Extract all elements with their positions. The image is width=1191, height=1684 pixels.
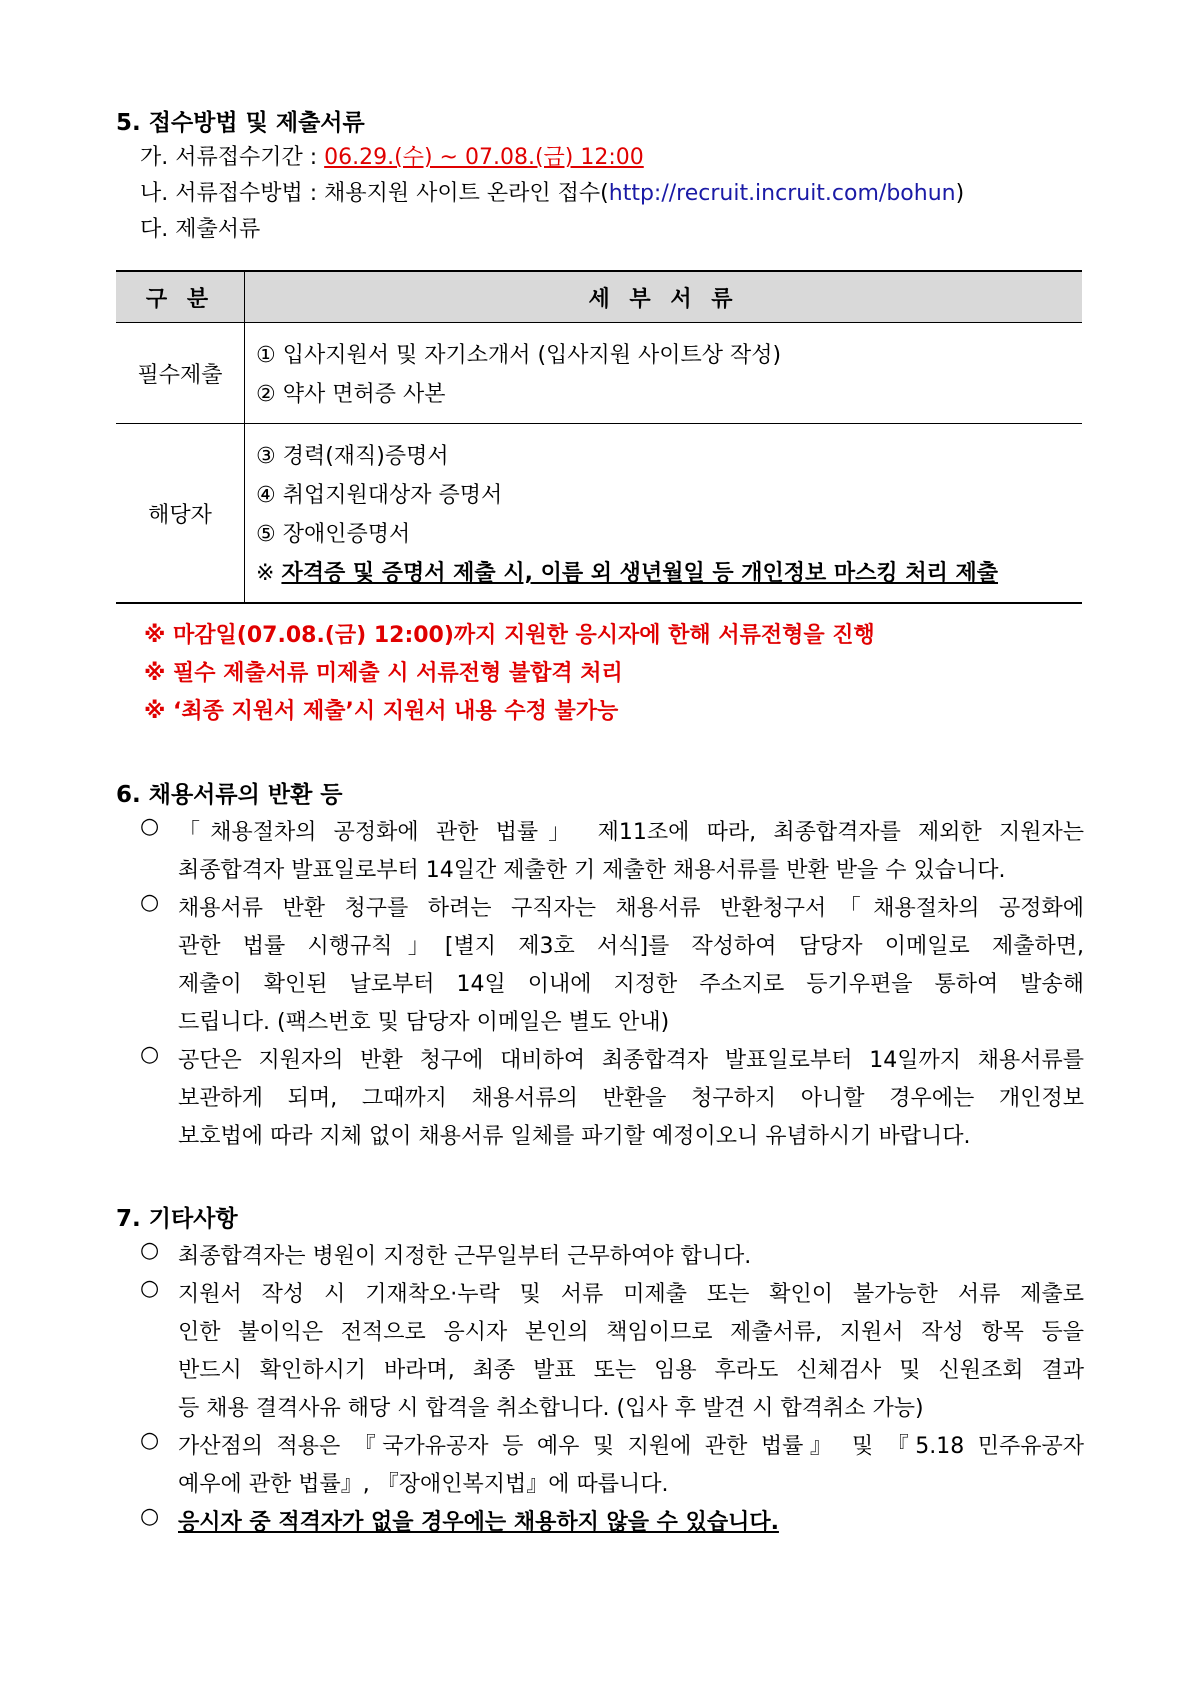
bullet-circle-icon: ○	[140, 890, 160, 915]
document-item: ⑤ 장애인증명서	[256, 522, 411, 547]
final-note-line	[178, 1504, 1084, 1542]
table-row	[116, 424, 1082, 604]
paragraph-line: 반드시 확인하시기 바라며, 최종 발표 또는 임용 후라도 신체검사 및 신원조회 결과	[178, 1358, 1084, 1383]
documents-line: 다. 제출서류	[140, 217, 261, 242]
application-period-value: 06.29.(수) ~ 07.08.(금) 12:00	[324, 145, 644, 170]
list-item	[140, 1504, 1084, 1542]
paragraph-line: 최종합격자 발표일로부터 14일간 제출한 기 제출한 채용서류를 반환 받을 수 있습니다.	[178, 858, 1006, 883]
document-item: ④ 취업지원대상자 증명서	[256, 483, 503, 508]
table-row	[116, 323, 1082, 424]
final-note: 응시자 중 적격자가 없을 경우에는 채용하지 않을 수 있습니다.	[178, 1510, 779, 1535]
section-7-heading: 7. 기타사항	[116, 1206, 238, 1232]
recruit-site-link[interactable]: http://recruit.incruit.com/bohun	[608, 181, 956, 206]
documents-table	[116, 270, 1082, 604]
paragraph-line: 인한 불이익은 전적으로 응시자 본인의 책임이므로 제출서류, 지원서 작성 항목 등을	[178, 1320, 1084, 1345]
note-mark: ※	[256, 561, 282, 586]
table-row-items	[245, 323, 1083, 424]
bullet-circle-icon: ○	[140, 1276, 160, 1301]
list-item	[140, 1238, 1084, 1276]
application-method-close: )	[955, 181, 965, 206]
application-period-label: 가. 서류접수기간 :	[140, 145, 325, 170]
section-5-heading: 5. 접수방법 및 제출서류	[116, 110, 365, 136]
bullet-circle-icon: ○	[140, 1428, 160, 1453]
table-header-category: 구 분	[116, 271, 245, 323]
table-row-category: 필수제출	[116, 323, 245, 424]
table-row-category: 해당자	[116, 424, 245, 604]
bullet-circle-icon: ○	[140, 1042, 160, 1067]
paragraph-line: 채용서류 반환 청구를 하려는 구직자는 채용서류 반환청구서「채용절차의 공정화에	[178, 896, 1084, 921]
application-period-line	[140, 140, 644, 171]
list-item	[140, 1428, 1084, 1504]
paragraph-line: 등 채용 결격사유 해당 시 합격을 취소합니다. (입사 후 발견 시 합격취소 가능)	[178, 1396, 924, 1421]
table-header-details: 세 부 서 류	[245, 271, 1083, 323]
paragraph-line: 보호법에 따라 지체 없이 채용서류 일체를 파기할 예정이오니 유념하시기 바랍니다.	[178, 1124, 971, 1149]
paragraph-line: 제출이 확인된 날로부터 14일 이내에 지정한 주소지로 등기우편을 통하여 발송해	[178, 972, 1084, 997]
list-item	[140, 814, 1084, 890]
paragraph-line: 「채용절차의 공정화에 관한 법률」 제11조에 따라, 최종합격자를 제외한 지원자는	[178, 820, 1084, 845]
document-item: ③ 경력(재직)증명서	[256, 444, 449, 469]
list-item	[140, 890, 1084, 1042]
list-item	[140, 1276, 1084, 1428]
masking-note-text: 자격증 및 증명서 제출 시, 이름 외 생년월일 등 개인정보 마스킹 처리 제출	[281, 561, 999, 586]
masking-note	[256, 554, 1081, 593]
document-item: ② 약사 면허증 사본	[256, 382, 446, 407]
final-submission-note: ※ ‘최종 지원서 제출’시 지원서 내용 수정 불가능	[144, 699, 619, 724]
missing-documents-note: ※ 필수 제출서류 미제출 시 서류전형 불합격 처리	[144, 661, 623, 686]
document-item: ① 입사지원서 및 자기소개서 (입사지원 사이트상 작성)	[256, 343, 782, 368]
bullet-circle-icon: ○	[140, 1238, 160, 1263]
paragraph-line: 가산점의 적용은 『국가유공자 등 예우 및 지원에 관한 법률』 및 『5.18 민주유공자	[178, 1434, 1084, 1459]
application-method-label: 나. 서류접수방법 : 채용지원 사이트 온라인 접수(	[140, 181, 609, 206]
bullet-circle-icon: ○	[140, 814, 160, 839]
paragraph-line: 예우에 관한 법률』, 『장애인복지법』에 따릅니다.	[178, 1472, 669, 1497]
paragraph-line: 최종합격자는 병원이 지정한 근무일부터 근무하여야 합니다.	[178, 1244, 752, 1269]
paragraph-line: 지원서 작성 시 기재착오·누락 및 서류 미제출 또는 확인이 불가능한 서류 제출로	[178, 1282, 1085, 1307]
application-method-line	[140, 176, 964, 207]
deadline-note: ※ 마감일(07.08.(금) 12:00)까지 지원한 응시자에 한해 서류전형을 진행	[144, 623, 875, 648]
paragraph-line: 관한 법률 시행규칙」[별지 제3호 서식]를 작성하여 담당자 이메일로 제출하면,	[178, 934, 1084, 959]
paragraph-line: 공단은 지원자의 반환 청구에 대비하여 최종합격자 발표일로부터 14일까지 채용서류를	[178, 1048, 1084, 1073]
paragraph-line: 드립니다. (팩스번호 및 담당자 이메일은 별도 안내)	[178, 1010, 670, 1035]
table-row-items	[245, 424, 1083, 604]
bullet-circle-icon: ○	[140, 1504, 160, 1529]
section-6-heading: 6. 채용서류의 반환 등	[116, 782, 343, 808]
paragraph-line: 보관하게 되며, 그때까지 채용서류의 반환을 청구하지 아니할 경우에는 개인정보	[178, 1086, 1084, 1111]
list-item	[140, 1042, 1084, 1156]
